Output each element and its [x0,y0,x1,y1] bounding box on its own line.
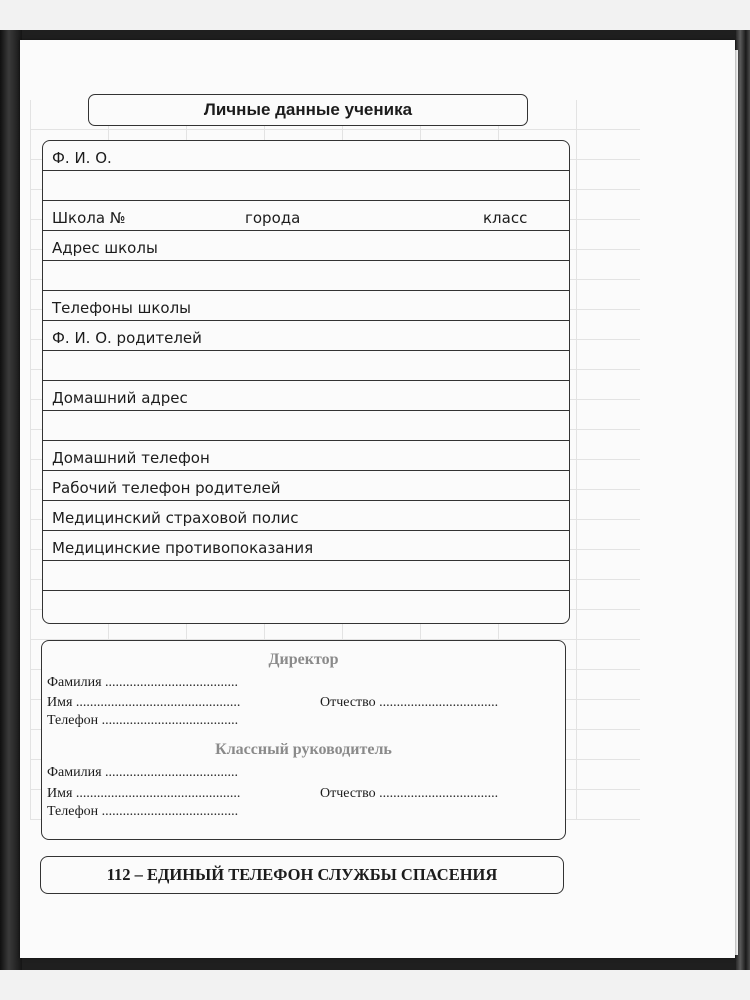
field-parents-fio-label: Ф. И. О. родителей [52,329,202,347]
student-data-form [42,140,570,624]
emergency-banner [40,856,564,894]
field-class-label: класс [483,209,528,227]
field-home-phone[interactable] [43,441,569,471]
cover-left-edge [0,30,22,970]
field-home-address-extra-line[interactable] [43,411,569,441]
cover-right-edge [736,30,750,970]
field-contraindications-label: Медицинские противопоказания [52,539,314,557]
field-home-address-label: Домашний адрес [52,389,188,407]
field-contraindications-extra-line[interactable] [43,561,569,591]
class-teacher-name-field[interactable]: Имя ............................................... [47,786,241,801]
class-teacher-surname-field[interactable]: Фамилия ...................................... [47,765,239,780]
page-title [88,94,528,126]
field-school-phones[interactable] [43,291,569,321]
emergency-text: 112 – ЕДИНЫЙ ТЕЛЕФОН СЛУЖБЫ СПАСЕНИЯ [106,865,498,884]
field-parents-work-phone[interactable] [43,471,569,501]
field-school-address-extra-line[interactable] [43,261,569,291]
field-school-address-label: Адрес школы [52,239,158,257]
field-fio[interactable] [43,141,569,171]
director-phone-field[interactable]: Телефон ....................................... [47,713,239,728]
field-parents-fio-extra-line[interactable] [43,351,569,381]
class-teacher-patronymic-field[interactable]: Отчество .................................. [320,786,499,801]
staff-contacts-box [41,640,566,840]
field-school-label: Школа № [52,209,126,227]
field-fio-label: Ф. И. О. [52,149,112,167]
field-insurance-policy[interactable] [43,501,569,531]
field-contraindications-extra-line-2[interactable] [43,591,569,621]
field-school-phones-label: Телефоны школы [52,299,192,317]
field-school-address[interactable] [43,231,569,261]
field-parents-fio[interactable] [43,321,569,351]
field-fio-extra-line[interactable] [43,171,569,201]
field-parents-work-phone-label: Рабочий телефон родителей [52,479,281,497]
field-home-address[interactable] [43,381,569,411]
field-school[interactable] [43,201,569,231]
class-teacher-title: Классный руководитель [215,741,392,758]
field-insurance-policy-label: Медицинский страховой полис [52,509,299,527]
field-home-phone-label: Домашний телефон [52,449,210,467]
class-teacher-phone-field[interactable]: Телефон ....................................... [47,804,239,819]
director-patronymic-field[interactable]: Отчество .................................. [320,695,499,710]
director-surname-field[interactable]: Фамилия ...................................... [47,675,239,690]
page-title-text: Личные данные ученика [203,100,413,119]
field-contraindications[interactable] [43,531,569,561]
field-city-label: города [245,209,301,227]
director-title: Директор [268,651,339,668]
director-name-field[interactable]: Имя ............................................... [47,695,241,710]
